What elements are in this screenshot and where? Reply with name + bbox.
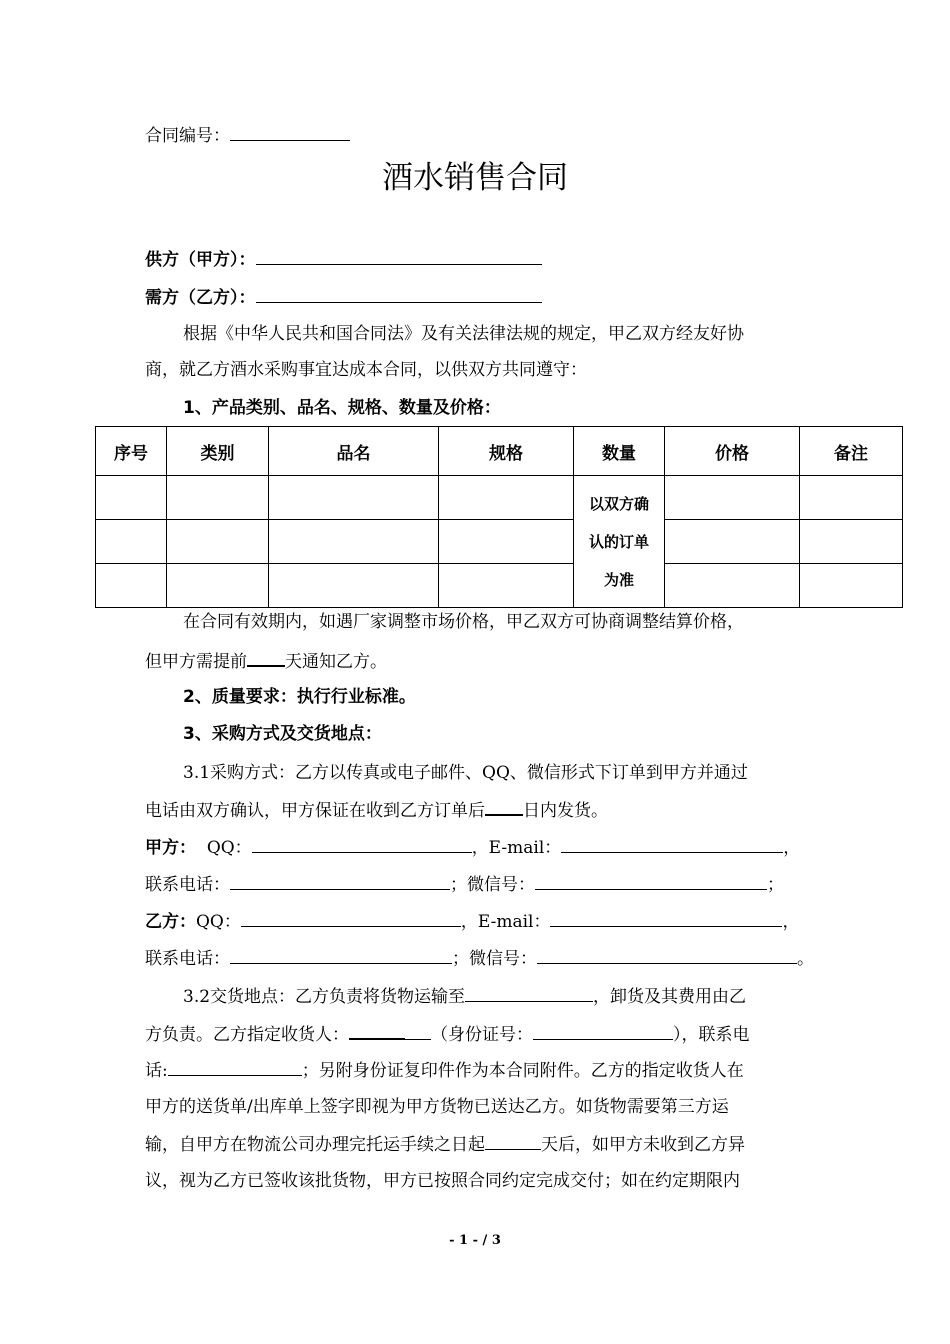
quantity-note-line: 以双方确 (588, 494, 649, 513)
contract-number-blank[interactable] (230, 124, 350, 141)
party-b-label: 乙方： (145, 912, 196, 932)
table-cell[interactable] (96, 520, 167, 564)
table-row (96, 476, 903, 520)
receiver-id-blank[interactable] (533, 1023, 673, 1040)
table-cell[interactable] (167, 564, 269, 608)
intro-line-2: 商，就乙方酒水采购事宜达成本合同，以供双方共同遵守： (145, 360, 587, 380)
page-number: - 1 - / 3 (449, 1233, 501, 1248)
supplier-blank[interactable] (256, 248, 542, 265)
p32-text: 输，自甲方在物流公司办理完托运手续之日起 (145, 1135, 485, 1155)
table-cell[interactable] (439, 476, 574, 520)
party-a-qq-blank[interactable] (252, 836, 472, 853)
receiver-name-blank-ext[interactable] (405, 1023, 431, 1040)
party-a-email-blank[interactable] (561, 836, 783, 853)
p32-text: （身份证号： (431, 1025, 533, 1045)
supplier-row (145, 248, 542, 271)
contract-number-row (145, 124, 350, 147)
phone-label: 联系电话： (145, 875, 230, 895)
wechat-label-b: ；微信号： (452, 949, 537, 969)
notice-days-blank[interactable] (247, 649, 285, 667)
comma: ， (782, 912, 800, 932)
table-cell[interactable] (96, 476, 167, 520)
section-1-heading: 1、产品类别、品名、规格、数量及价格： (183, 398, 501, 418)
table-cell[interactable] (800, 520, 903, 564)
party-a-wechat-blank[interactable] (535, 873, 767, 890)
price-adjust-text-end: 天通知乙方。 (285, 652, 387, 672)
price-adjust-text: 但甲方需提前 (145, 652, 247, 672)
header-product-name: 品名 (269, 427, 439, 476)
table-cell[interactable] (269, 564, 439, 608)
party-b-phone-row (145, 947, 814, 970)
email-label-b: ，E-mail： (460, 912, 551, 932)
section-3-heading: 3、采购方式及交货地点： (183, 724, 382, 744)
price-adjust-line-2 (145, 649, 387, 673)
p32-text: 方负责。乙方指定收货人： (145, 1025, 349, 1045)
p31-text: 电话由双方确认，甲方保证在收到乙方订单后 (145, 801, 485, 821)
price-adjust-line-1: 在合同有效期内，如遇厂家调整市场价格，甲乙双方可协商调整结算价格， (183, 612, 744, 632)
quantity-note-line: 为准 (603, 570, 634, 589)
email-label: ，E-mail： (471, 838, 562, 858)
header-spec: 规格 (439, 427, 574, 476)
table-cell[interactable] (96, 564, 167, 608)
qq-label: QQ： (206, 838, 252, 858)
header-category: 类别 (167, 427, 269, 476)
party-b-contact-row (145, 910, 799, 933)
p31-line-1: 3.1采购方式：乙方以传真或电子邮件、QQ、微信形式下订单到甲方并通过 (183, 763, 748, 783)
table-cell[interactable] (665, 564, 800, 608)
p32-line-6: 议，视为乙方已签收该批货物，甲方已按照合同约定完成交付；如在约定期限内 (145, 1171, 740, 1191)
phone-label-b: 联系电话： (145, 949, 230, 969)
receiver-name-blank[interactable] (349, 1022, 405, 1040)
table-header-row (96, 427, 903, 476)
period: 。 (797, 949, 814, 969)
table-cell[interactable] (439, 520, 574, 564)
quantity-note-cell (574, 476, 665, 608)
supplier-label: 供方（甲方）： (145, 250, 256, 270)
p32-text: ；另附身份证复印件作为本合同附件。乙方的指定收货人在 (301, 1061, 744, 1081)
table-cell[interactable] (269, 520, 439, 564)
party-b-phone-blank[interactable] (230, 947, 452, 964)
table-cell[interactable] (800, 476, 903, 520)
header-index: 序号 (96, 427, 167, 476)
party-b-wechat-blank[interactable] (537, 947, 797, 964)
table-cell[interactable] (800, 564, 903, 608)
intro-line-1: 根据《中华人民共和国合同法》及有关法律法规的规定，甲乙双方经友好协 (183, 324, 744, 344)
table-row (96, 564, 903, 608)
party-a-contact-row (145, 836, 800, 859)
p32-text: 3.2交货地点：乙方负责将货物运输至 (183, 987, 466, 1007)
p32-text: ），联系电 (673, 1025, 750, 1045)
product-table (95, 426, 903, 608)
ship-days-blank[interactable] (485, 798, 523, 816)
qq-label-b: QQ： (196, 912, 241, 932)
party-b-email-blank[interactable] (550, 910, 782, 927)
quantity-note-line: 认的订单 (588, 532, 649, 551)
header-remarks: 备注 (800, 427, 903, 476)
p32-text: 话: (145, 1061, 168, 1081)
buyer-row (145, 286, 542, 309)
contract-number-label: 合同编号： (145, 126, 230, 146)
p32-line-3 (145, 1059, 744, 1082)
table-cell[interactable] (665, 476, 800, 520)
buyer-label: 需方（乙方）： (145, 288, 256, 308)
comma: ， (783, 838, 801, 858)
p32-line-4: 甲方的送货单/出库单上签字即视为甲方货物已送达乙方。如货物需要第三方运 (145, 1097, 729, 1117)
header-price: 价格 (665, 427, 800, 476)
party-b-qq-blank[interactable] (241, 910, 461, 927)
table-cell[interactable] (665, 520, 800, 564)
semicolon: ； (767, 875, 784, 895)
party-a-phone-row (145, 873, 784, 896)
receiver-phone-blank[interactable] (168, 1059, 302, 1076)
p32-line-1 (183, 985, 746, 1008)
table-cell[interactable] (167, 520, 269, 564)
p31-line-2 (145, 798, 608, 822)
objection-days-blank[interactable] (485, 1133, 541, 1150)
p32-text: ，卸货及其费用由乙 (593, 987, 747, 1007)
p32-text: 天后，如甲方未收到乙方异 (541, 1135, 745, 1155)
party-a-phone-blank[interactable] (230, 873, 450, 890)
p32-line-2 (145, 1022, 750, 1046)
table-row (96, 520, 903, 564)
document-title: 酒水销售合同 (382, 160, 568, 196)
section-2-heading: 2、质量要求：执行行业标准。 (183, 687, 416, 707)
buyer-blank[interactable] (256, 286, 542, 303)
p31-text-end: 日内发货。 (523, 801, 608, 821)
wechat-label: ；微信号： (450, 875, 535, 895)
table-cell[interactable] (439, 564, 574, 608)
delivery-address-blank[interactable] (465, 985, 593, 1002)
table-cell[interactable] (167, 476, 269, 520)
table-cell[interactable] (269, 476, 439, 520)
header-quantity: 数量 (574, 427, 665, 476)
party-a-label: 甲方： (145, 838, 196, 858)
p32-line-5 (145, 1133, 745, 1156)
